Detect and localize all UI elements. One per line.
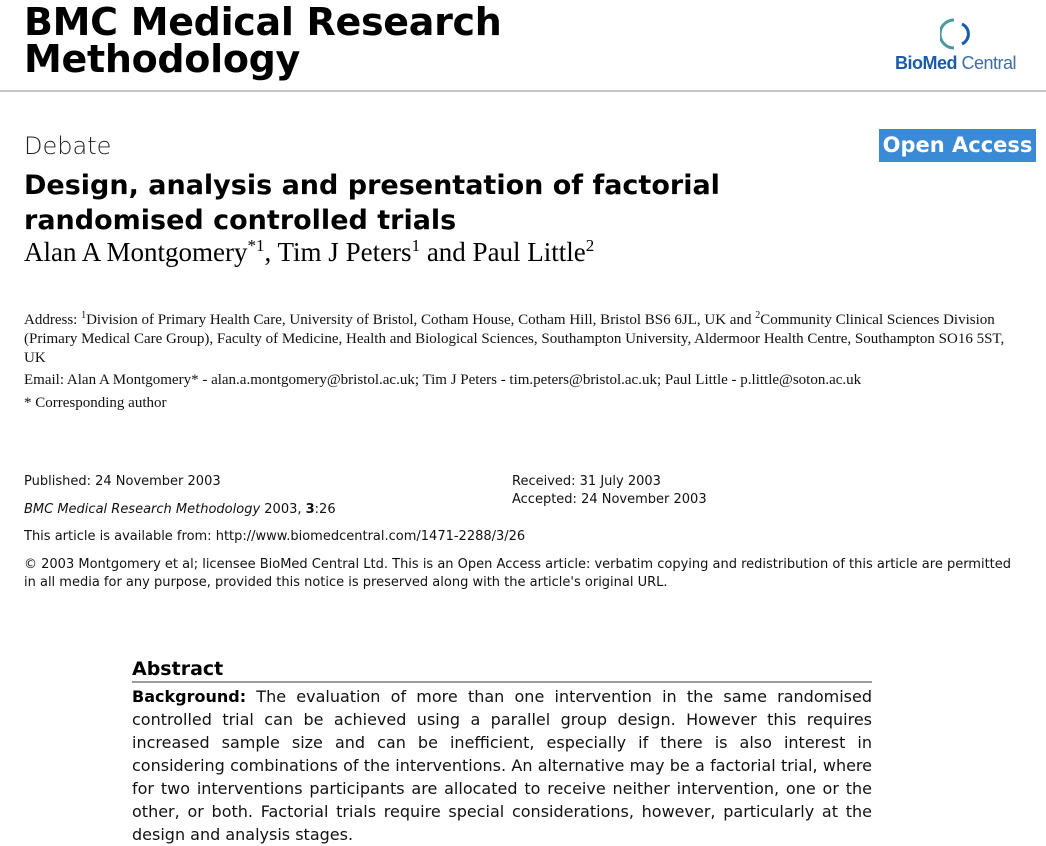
abstract-heading: Abstract <box>132 658 224 680</box>
address-block <box>24 306 1024 368</box>
affiliation-mark: 2 <box>755 310 761 321</box>
copyright-notice: © 2003 Montgomery et al; licensee BioMed Central Ltd. This is an Open Access article: verbatim copying and redistribution of this article are permitted in all media for any purpose, provided this notice is preserved along with the article's original URL. <box>24 557 1012 590</box>
author-separator: , <box>264 237 278 267</box>
journal-title-line1: BMC Medical Research <box>24 0 502 44</box>
article-url-line[interactable]: This article is available from: http://www.biomedcentral.com/1471-2288/3/26 <box>24 529 526 544</box>
affiliation-text: Division of Primary Health Care, University of Bristol, Cotham House, Cotham Hill, Bristol BS6 6JL, UK and <box>86 312 756 328</box>
background-label: Background: <box>132 687 247 706</box>
article-type: Debate <box>24 132 112 160</box>
open-access-badge: Open Access <box>879 129 1036 162</box>
article-title: Design, analysis and presentation of factorial randomised controlled trials <box>24 170 720 236</box>
background-text: The evaluation of more than one intervention in the same randomised controlled trial can be achieved using a parallel group design. However this requires increased sample size and can be inefficient, especially if there is also interest in considering combinations of the interventions. An alternative may be a factorial trial, where for two interventions participants are allocated to receive neither intervention, one or the other, or both. Factorial trials require special considerations, however, particularly at the design and analysis stages. <box>132 687 872 844</box>
citation-article: :26 <box>314 502 336 517</box>
author-name: Alan A Montgomery <box>24 237 248 267</box>
logo-wordmark-central: Central <box>957 53 1017 73</box>
affiliation-text: Community Clinical Sciences Division (Primary Medical Care Group), Faculty of Medicine, Health and Biological Sciences, Southampton University, Aldermoor Health Centre, Southampton SO16 5ST, UK <box>24 312 1005 366</box>
author-affiliation-mark: 2 <box>585 236 595 255</box>
author-affiliation-mark: 1 <box>411 236 421 255</box>
published-date: Published: 24 November 2003 <box>24 474 221 489</box>
author-list <box>24 236 594 268</box>
biomed-central-logo[interactable] <box>893 16 1023 76</box>
abstract-section <box>132 657 872 846</box>
header-divider <box>0 90 1046 92</box>
affiliation-mark: 1 <box>81 310 87 321</box>
journal-title-line2: Methodology <box>24 37 301 81</box>
biomed-central-logo-icon <box>940 16 976 52</box>
logo-wordmark-biomed: BioMed <box>895 53 957 73</box>
author-name: Tim J Peters <box>277 237 412 267</box>
citation-journal: BMC Medical Research Methodology <box>24 502 261 517</box>
author-separator: and <box>420 237 473 267</box>
citation-year: 2003, <box>260 502 306 517</box>
journal-title <box>24 0 502 81</box>
citation <box>24 502 336 517</box>
abstract-divider <box>132 681 872 683</box>
address-label: Address: <box>24 312 82 328</box>
author-affiliation-mark: *1 <box>247 236 265 255</box>
citation-volume: 3 <box>305 502 315 517</box>
author-name: Paul Little <box>472 237 586 267</box>
received-date: Received: 31 July 2003 <box>512 474 661 489</box>
corresponding-author-note: * Corresponding author <box>24 395 167 411</box>
abstract-background <box>132 685 872 846</box>
email-line[interactable]: Email: Alan A Montgomery* - alan.a.montgomery@bristol.ac.uk; Tim J Peters - tim.peters@bristol.ac.uk; Paul Little - p.little@soton.ac.uk <box>24 372 862 388</box>
logo-wordmark <box>895 53 1016 74</box>
accepted-date: Accepted: 24 November 2003 <box>512 492 707 507</box>
